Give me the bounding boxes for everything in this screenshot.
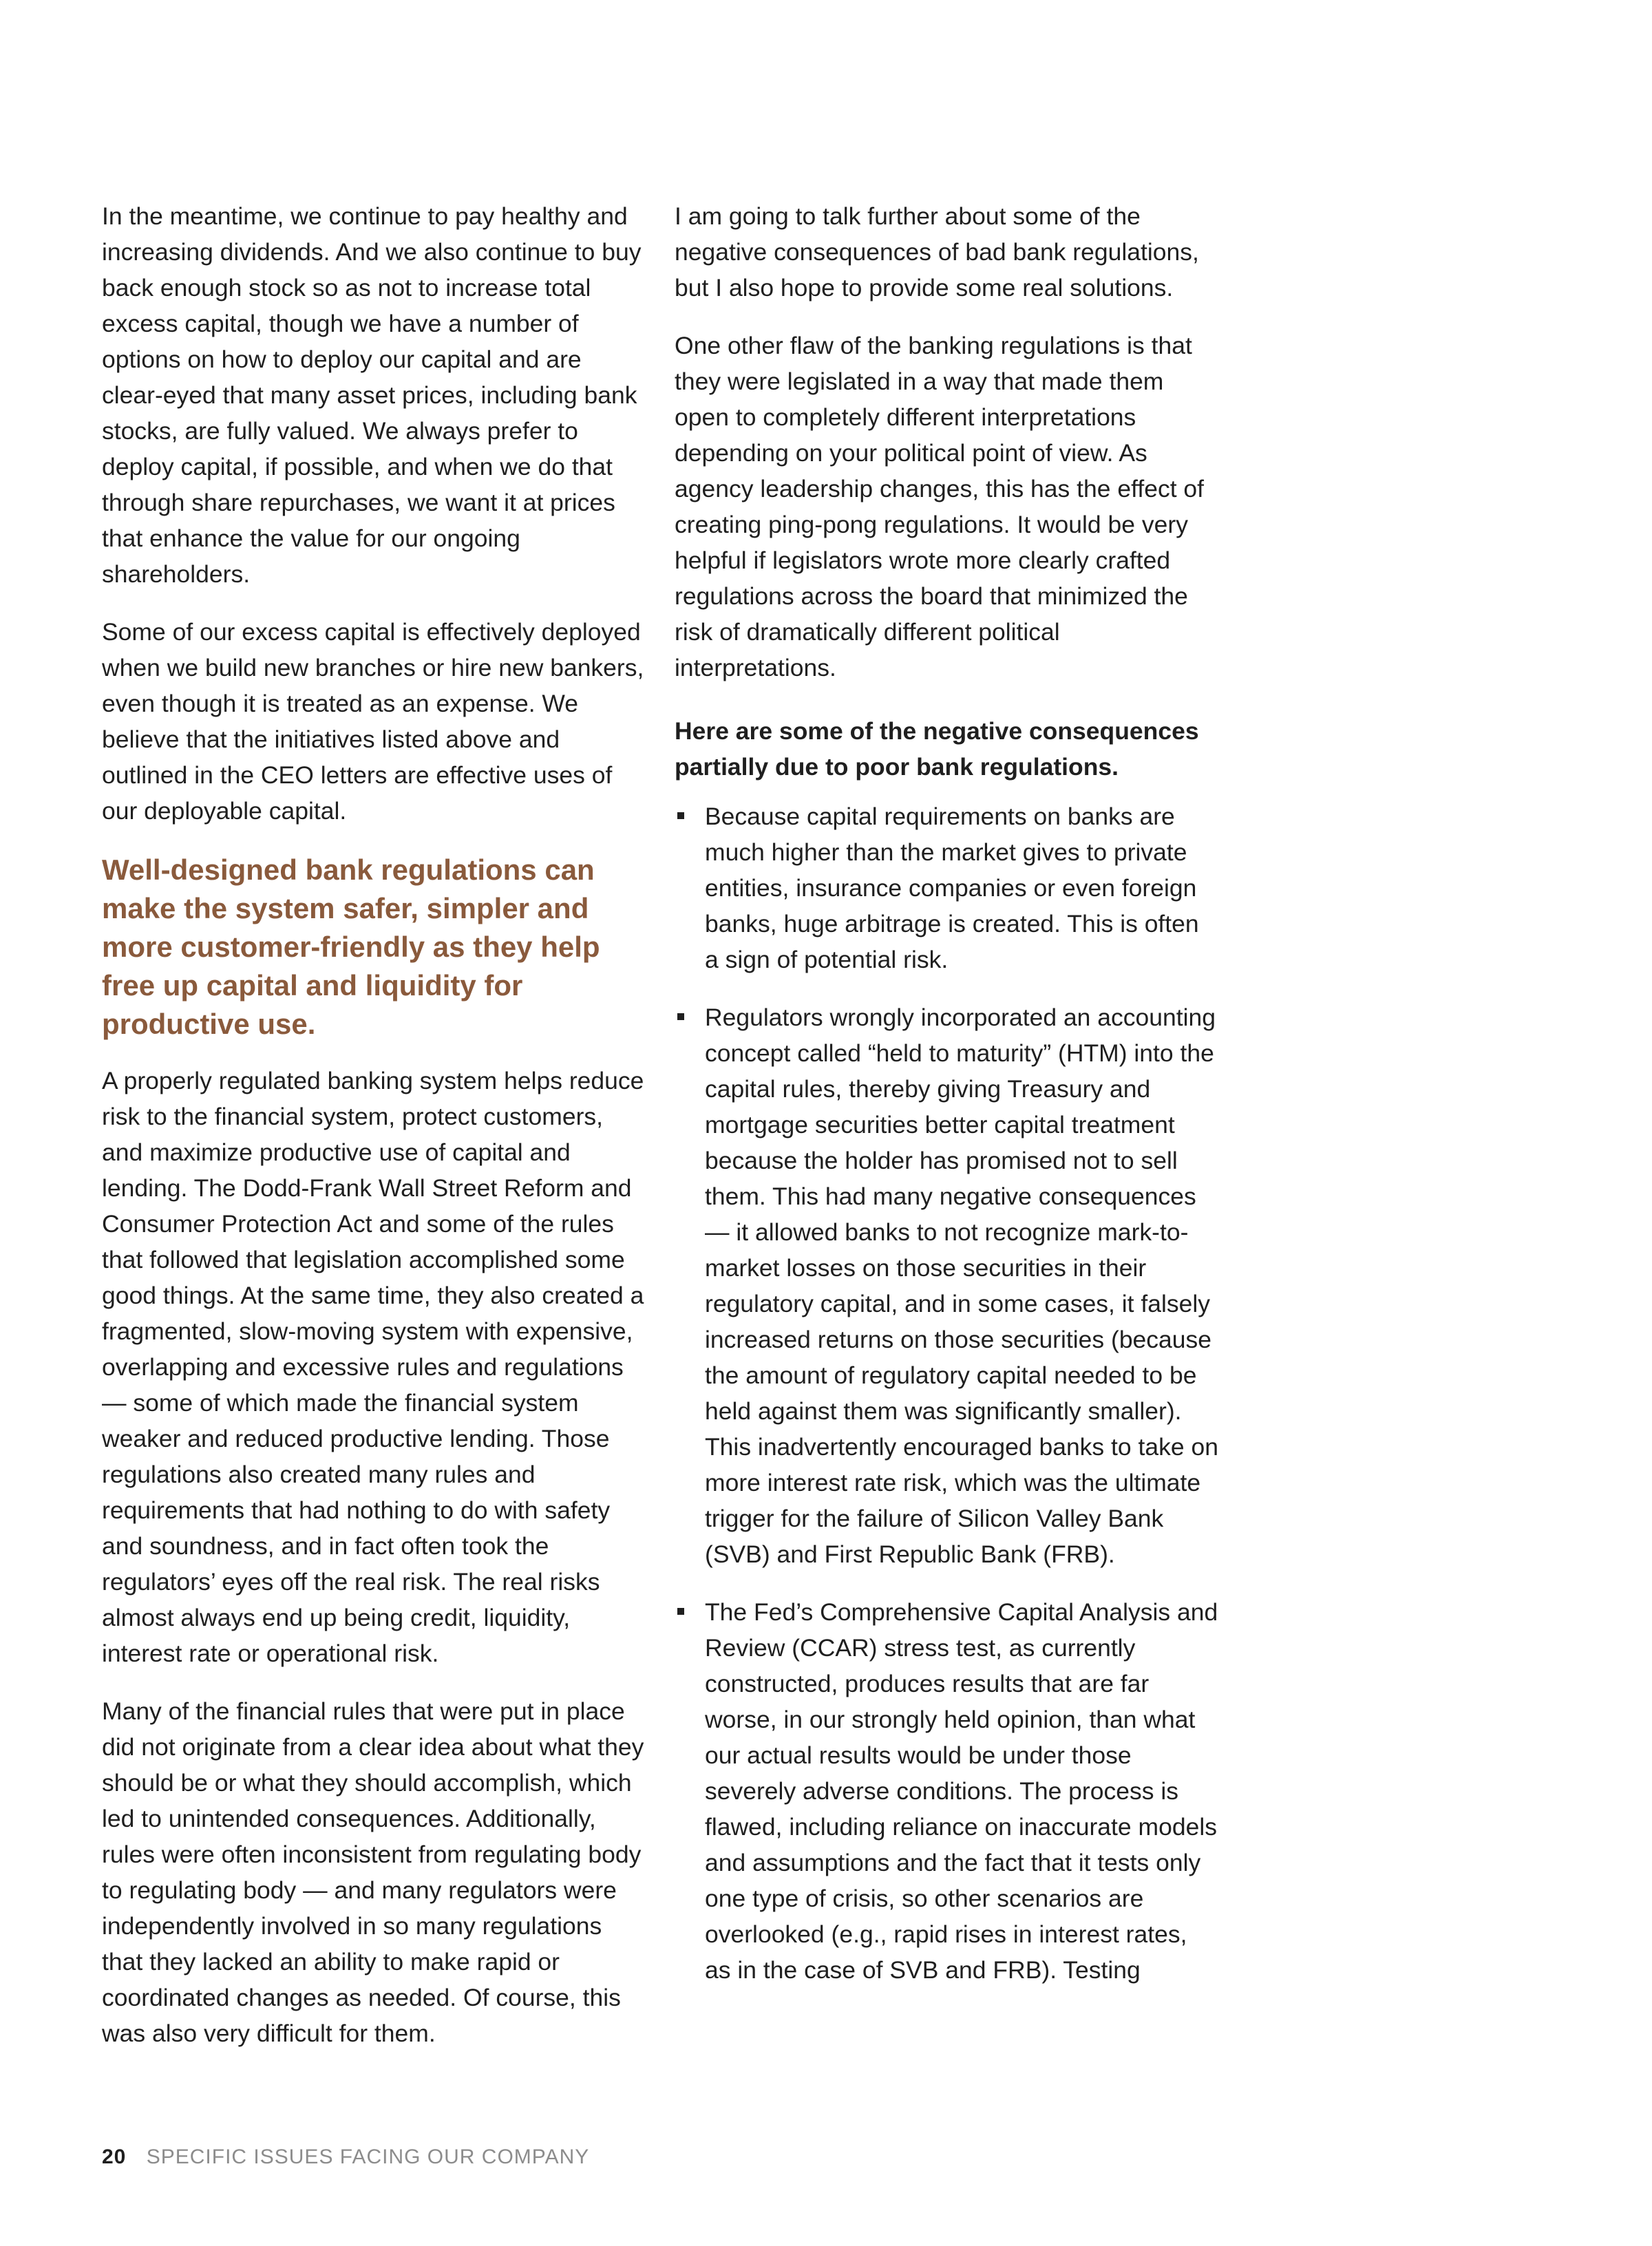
square-bullet-icon — [677, 1608, 684, 1615]
left-column — [102, 198, 646, 2073]
page-footer — [102, 2143, 589, 2171]
list-item — [675, 1594, 1218, 1988]
list-item-text: Because capital requirements on banks are much higher than the market gives to private entities, insurance companies or even foreign banks, huge arbitrage is created. This is often a sign of potential risk. — [705, 803, 1199, 973]
body-paragraph: Many of the financial rules that were put in place did not originate from a clear idea about what they should be or what they should accomplish, which led to unintended consequences. Additionally, rules were often inconsistent from regulating body to regulating body — and many regulators were independently involved in so many regulations that they lacked an ability to make rapid or coordinated changes as needed. Of course, this was also very difficult for them. — [102, 1697, 644, 2047]
body-paragraph: Some of our excess capital is effectively deployed when we build new branches or hire new bankers, even though it is treated as an expense. We believe that the initiatives listed above and outlined in the CEO letters are effective uses of our deployable capital. — [102, 618, 644, 825]
list-item-text: The Fed’s Comprehensive Capital Analysis and Review (CCAR) stress test, as currently constructed, produces results that are far worse, in our strongly held opinion, than what our actual results would be under those severely adverse conditions. The process is flawed, including reliance on inaccurate models and assumptions and the fact that it tests only one type of crisis, so other scenarios are overlooked (e.g., rapid rises in interest rates, as in the case of SVB and FRB). Testing — [705, 1598, 1218, 1984]
body-paragraph: I am going to talk further about some of the negative consequences of bad bank regulations, but I also hope to provide some real solutions. — [675, 202, 1199, 301]
section-heading: Well-designed bank regulations can make the system safer, simpler and more customer-friendly as they help free up capital and liquidity for productive use. — [102, 854, 600, 1040]
body-paragraph: A properly regulated banking system helps reduce risk to the financial system, protect customers, and maximize productive use of capital and lending. The Dodd-Frank Wall Street Reform and Consumer Protection Act and some of the rules that followed that legislation accomplished some good things. At the same time, they also created a fragmented, slow-moving system with expensive, overlapping and excessive rules and regulations — some of which made the financial system weaker and reduced productive lending. Those regulations also created many rules and requirements that had nothing to do with safety and soundness, and in fact often took the regulators’ eyes off the real risk. The real risks almost always end up being credit, liquidity, interest rate or operational risk. — [102, 1067, 644, 1667]
footer-section-label: SPECIFIC ISSUES FACING OUR COMPANY — [146, 2146, 590, 2168]
square-bullet-icon — [677, 812, 684, 819]
body-paragraph: One other flaw of the banking regulations is that they were legislated in a way that made them open to completely different interpretations depending on your political point of view. As agency leadership changes, this has the effect of creating ping-pong regulations. It would be very helpful if legislators wrote more clearly crafted regulations across the board that minimized the risk of dramatically different political interpretations. — [675, 332, 1205, 681]
body-paragraph: In the meantime, we continue to pay healthy and increasing dividends. And we also continue to buy back enough stock so as not to increase total excess capital, though we have a number of options on how to deploy our capital and are clear-eyed that many asset prices, including bank stocks, are fully valued. We always prefer to deploy capital, if possible, and when we do that through share repurchases, we want it at prices that enhance the value for our ongoing shareholders. — [102, 202, 642, 588]
sub-heading: Here are some of the negative consequences partially due to poor bank regulations. — [675, 717, 1199, 781]
list-item-text: Regulators wrongly incorporated an accounting concept called “held to maturity” (HTM) into the capital rules, thereby giving Treasury and mortgage securities better capital treatment because the holder has promised not to sell them. This had many negative consequences — it allowed banks to not recognize mark-to-market losses on those securities in their regulatory capital, and in some cases, it falsely increased returns on those securities (because the amount of regulatory capital needed to be held against them was significantly smaller). This inadvertently encouraged banks to take on more interest rate risk, which was the ultimate trigger for the failure of Silicon Valley Bank (SVB) and First Republic Bank (FRB). — [705, 1004, 1218, 1568]
list-item — [675, 798, 1218, 977]
square-bullet-icon — [677, 1013, 684, 1020]
right-column — [675, 198, 1218, 2010]
page-number: 20 — [102, 2146, 127, 2168]
list-item — [675, 999, 1218, 1572]
consequences-list — [675, 798, 1218, 1988]
